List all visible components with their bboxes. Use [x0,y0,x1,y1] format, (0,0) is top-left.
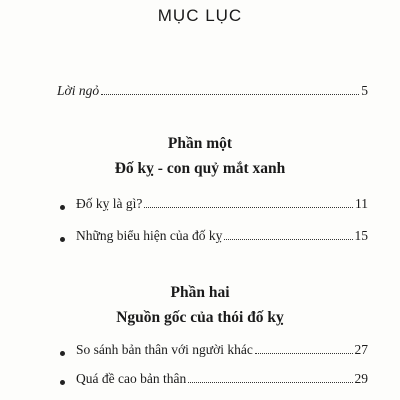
dot-leader [188,382,352,383]
toc-entry-intro[interactable] [57,83,368,99]
part-two-title: Phần hai [170,284,230,301]
dot-leader [101,94,359,95]
dot-leader [144,207,353,208]
toc-entry-label: Lời ngỏ [57,83,100,98]
toc-entry[interactable] [76,228,368,244]
toc-entry-label: So sánh bản thân với người khác [76,342,253,357]
dot-leader [224,239,352,240]
toc-entry[interactable] [76,342,368,358]
bullet-icon [60,237,65,242]
toc-entry-label: Quá đề cao bản thân [76,371,187,386]
page-title: MỤC LỤC [157,6,243,25]
part-one-subtitle: Đố kỵ - con quỷ mắt xanh [114,160,286,177]
bullet-icon [60,205,65,210]
bullet-icon [60,380,65,385]
toc-entry[interactable] [76,196,368,212]
toc-entry-page: 29 [354,371,368,386]
bullet-icon [60,351,65,356]
toc-entry-page: 11 [355,196,368,211]
toc-entry-page: 5 [361,83,368,98]
dot-leader [255,353,353,354]
part-one-title: Phần một [167,135,233,152]
toc-entry-page: 27 [354,342,368,357]
part-two-subtitle: Nguồn gốc của thói đố kỵ [116,309,284,326]
toc-entry-label: Đố kỵ là gì? [76,196,143,211]
toc-entry[interactable] [76,371,368,387]
toc-entry-label: Những biểu hiện của đố kỵ [76,228,223,243]
toc-entry-page: 15 [354,228,368,243]
